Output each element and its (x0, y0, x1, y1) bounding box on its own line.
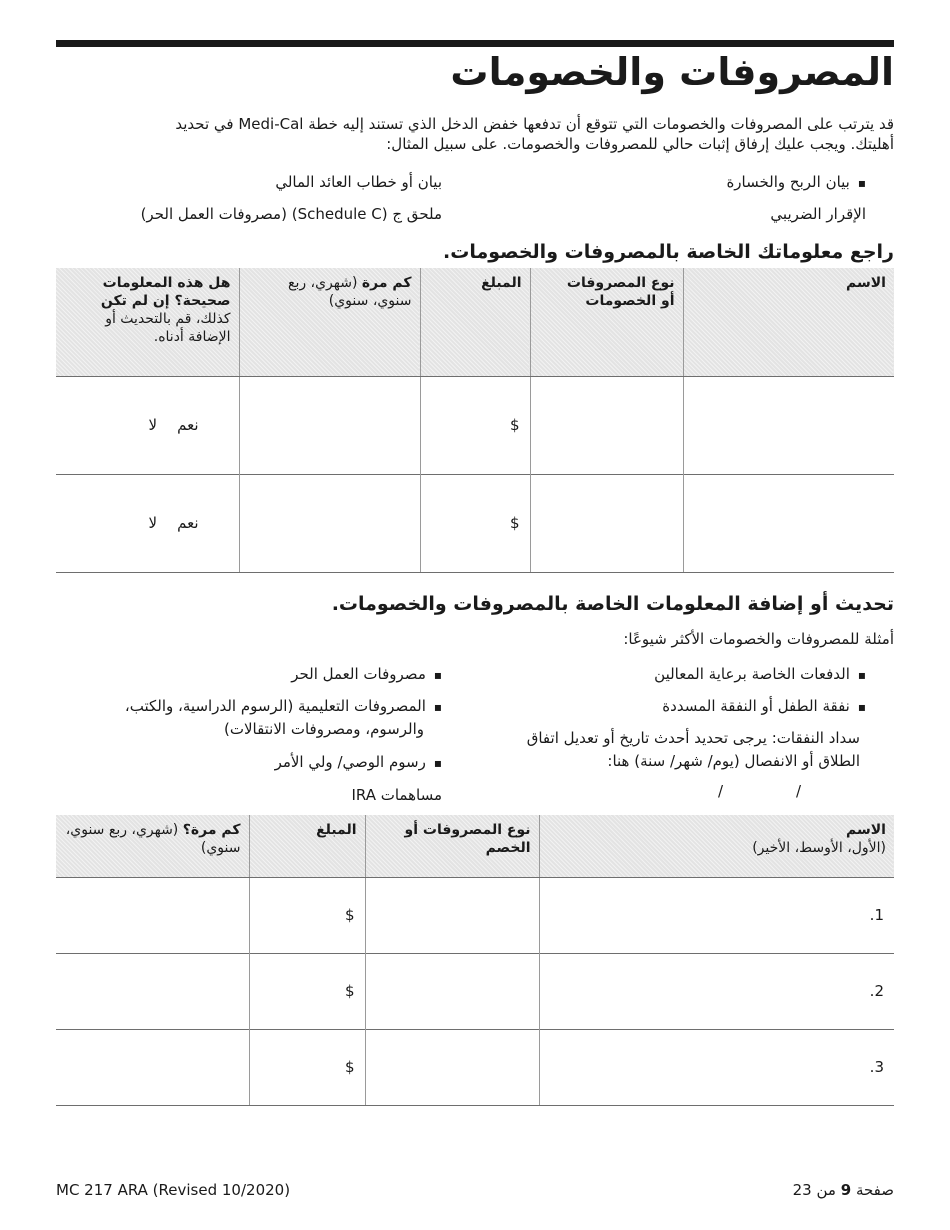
table-row (56, 474, 894, 572)
review-cell-type[interactable] (530, 376, 683, 474)
update-cell-amount[interactable] (249, 877, 365, 953)
intro-line-2: أهليتك. ويجب عليك إرفاق إثبات حالي للمصروفات والخصومات. على سبيل المثال: (386, 135, 894, 153)
example-dependent-care: ▪ الدفعات الخاصة برعاية المعالين (654, 665, 866, 683)
review-heading: راجع معلوماتك الخاصة بالمصروفات والخصومات. (443, 241, 894, 263)
date-separator-2: / (796, 782, 802, 800)
update-cell-name[interactable] (539, 1029, 894, 1105)
yes-option[interactable]: نعم (177, 416, 199, 434)
review-cell-amount[interactable] (420, 474, 530, 572)
table-row (56, 376, 894, 474)
update-cell-frequency[interactable] (56, 1029, 249, 1105)
example-guardian-fees: ▪ رسوم الوصي/ ولي الأمر (275, 753, 442, 771)
page-number: صفحة 9 من 23 (792, 1181, 894, 1199)
row-number: 2. (869, 982, 884, 1000)
update-cell-amount[interactable] (249, 953, 365, 1029)
example-education-l2: والرسوم، ومصروفات الانتقالات) (223, 720, 424, 738)
intro-line-1: قد يترتب على المصروفات والخصومات التي تتوقع أن تدفعها خفض الدخل الذي تستند إليه خطة Medi-Cal في تحديد (175, 115, 894, 133)
table-row (56, 953, 894, 1029)
proof-example-tax-return: الإقرار الضريبي (770, 205, 866, 223)
review-cell-frequency[interactable] (239, 474, 420, 572)
yes-option[interactable]: نعم (177, 514, 199, 532)
row-number: 3. (869, 1058, 884, 1076)
update-header-frequency: كم مرة؟ (شهري، ربع سنوي، سنوي) (56, 815, 249, 877)
review-cell-amount[interactable] (420, 376, 530, 474)
review-cell-name[interactable] (683, 474, 894, 572)
alimony-note-line-1: سداد النفقات: يرجى تحديد أحدث تاريخ أو تعديل اتفاق (526, 729, 860, 747)
review-cell-type[interactable] (530, 474, 683, 572)
table-row (56, 877, 894, 953)
review-header-name: الاسم (683, 268, 894, 376)
update-cell-type[interactable] (365, 1029, 539, 1105)
update-cell-type[interactable] (365, 877, 539, 953)
proof-example-profit-loss: ▪ بيان الربح والخسارة (726, 173, 866, 191)
update-cell-name[interactable] (539, 877, 894, 953)
row-number: 1. (869, 906, 884, 924)
currency-symbol: $ (509, 416, 520, 434)
examples-intro: أمثلة للمصروفات والخصومات الأكثر شيوعًا: (623, 630, 894, 648)
update-header-name: الاسم (الأول، الأوسط، الأخير) (539, 815, 894, 877)
form-id: MC 217 ARA (Revised 10/2020) (56, 1181, 291, 1199)
update-cell-frequency[interactable] (56, 953, 249, 1029)
proof-example-statement-letter: بيان أو خطاب العائد المالي (275, 173, 442, 191)
date-separator-1: / (718, 782, 724, 800)
update-cell-type[interactable] (365, 953, 539, 1029)
update-header-amount: المبلغ (249, 815, 365, 877)
review-cell-frequency[interactable] (239, 376, 420, 474)
update-cell-amount[interactable] (249, 1029, 365, 1105)
top-rule (56, 40, 894, 47)
review-header-amount: المبلغ (420, 268, 530, 376)
review-cell-name[interactable] (683, 376, 894, 474)
currency-symbol: $ (344, 982, 355, 1000)
review-header-correct: هل هذه المعلومات صحيحة؟ إن لم تكن كذلك، قم بالتحديث أو الإضافة أدناه. (56, 268, 239, 376)
currency-symbol: $ (344, 1058, 355, 1076)
page-title: المصروفات والخصومات (450, 50, 894, 94)
review-cell-correct (56, 376, 239, 474)
table-row (56, 1029, 894, 1105)
update-cell-name[interactable] (539, 953, 894, 1029)
alimony-note-line-2: الطلاق أو الانفصال (يوم/ شهر/ سنة) هنا: (607, 752, 860, 770)
update-cell-frequency[interactable] (56, 877, 249, 953)
example-self-employment: ▪ مصروفات العمل الحر (291, 665, 442, 683)
update-heading: تحديث أو إضافة المعلومات الخاصة بالمصروفات والخصومات. (331, 593, 894, 615)
example-education-l1: ▪ المصروفات التعليمية (الرسوم الدراسية، والكتب، (125, 697, 442, 715)
no-option[interactable]: لا (148, 416, 158, 434)
intro-paragraph (74, 114, 894, 154)
review-cell-correct (56, 474, 239, 572)
review-header-frequency: كم مرة (شهري، ربع سنوي، سنوي) (239, 268, 420, 376)
example-ira: مساهمات IRA (351, 786, 442, 804)
currency-symbol: $ (509, 514, 520, 532)
review-header-type: نوع المصروفات أو الخصومات (530, 268, 683, 376)
currency-symbol: $ (344, 906, 355, 924)
example-child-support: ▪ نفقة الطفل أو النفقة المسددة (662, 697, 866, 715)
no-option[interactable]: لا (148, 514, 158, 532)
review-table (56, 268, 894, 573)
update-header-type: نوع المصروفات أو الخصم (365, 815, 539, 877)
update-table (56, 815, 894, 1106)
proof-example-schedule-c: ملحق ج (Schedule C) (مصروفات العمل الحر) (140, 205, 442, 223)
